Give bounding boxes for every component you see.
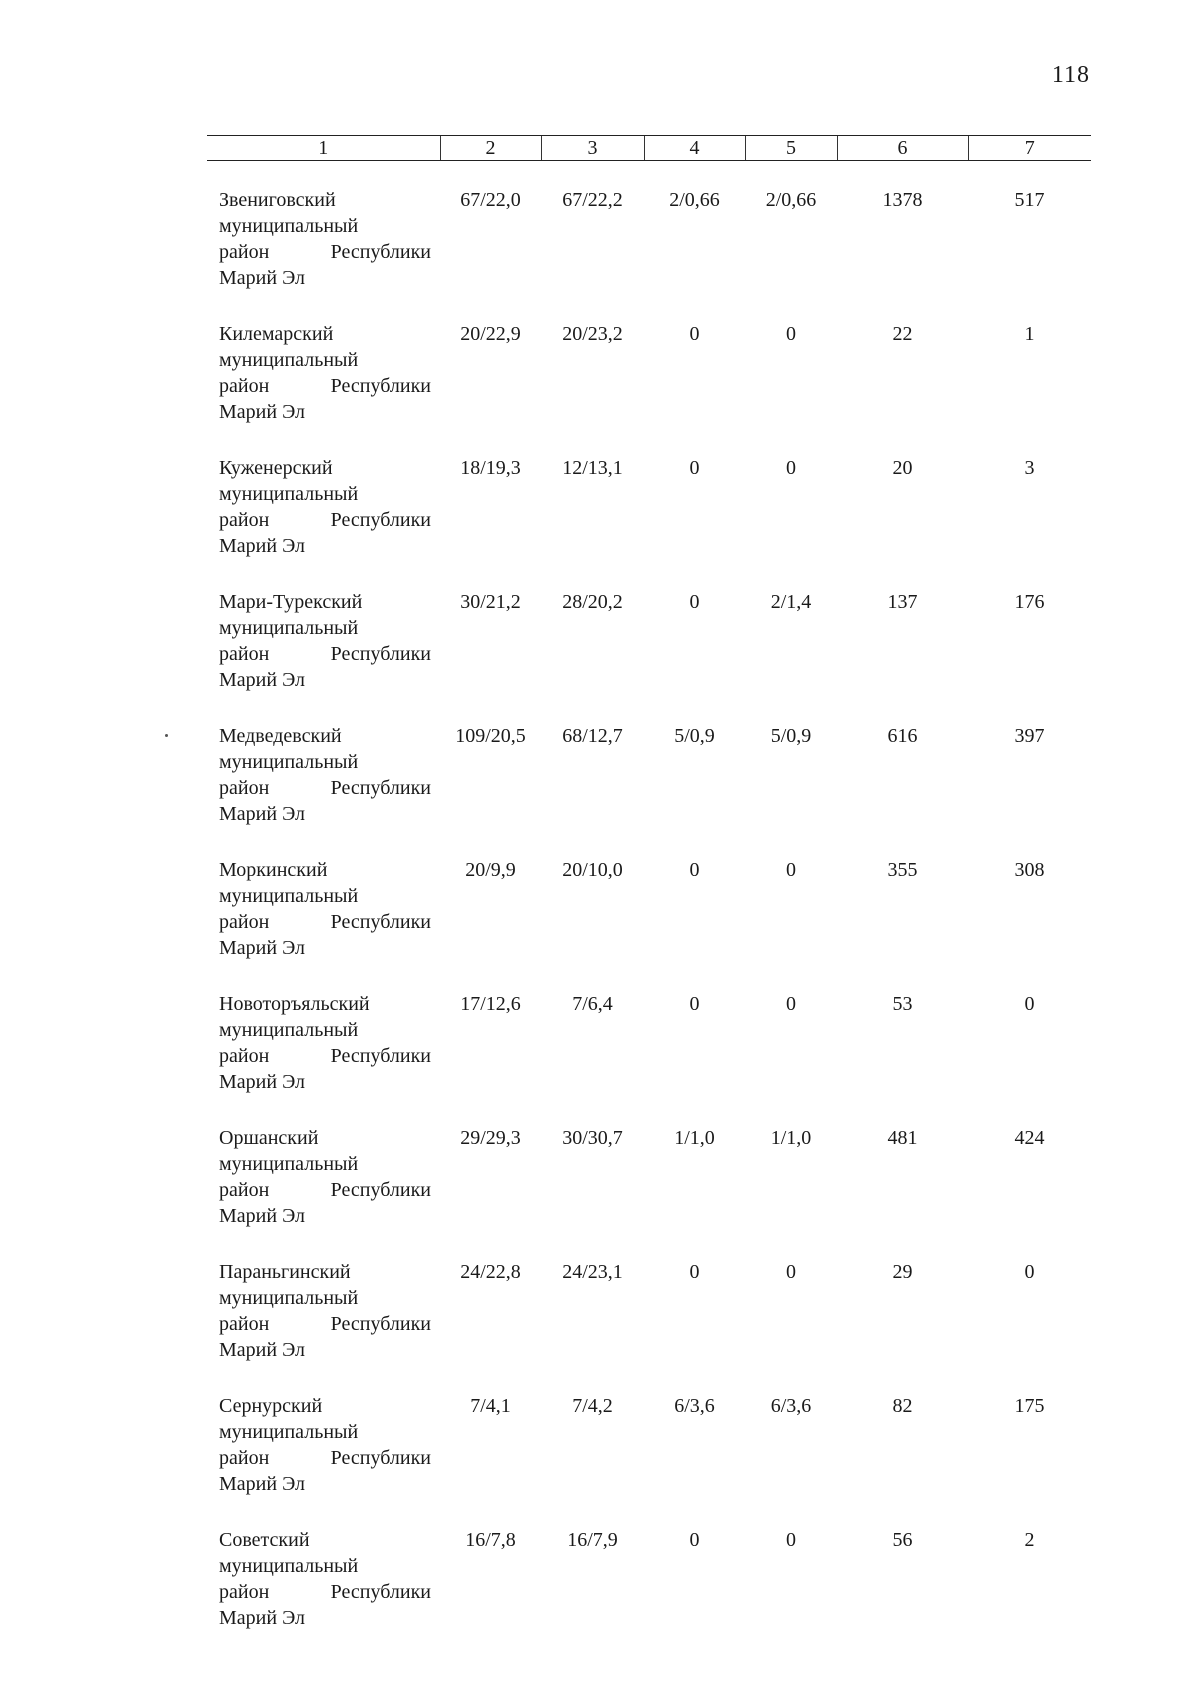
table-row	[207, 1229, 1091, 1363]
value-cell-c3: 28/20,2	[562, 591, 623, 613]
value-cell-c3: 12/13,1	[562, 457, 623, 479]
value-cell-c6: 82	[892, 1395, 913, 1417]
value-cell-c2: 20/22,9	[460, 323, 521, 345]
value-cell-c4: 6/3,6	[674, 1395, 715, 1417]
value-cell-c5: 0	[786, 859, 796, 881]
value-cell-c5: 6/3,6	[770, 1395, 812, 1417]
district-name-cell	[207, 291, 440, 425]
district-type-line: муниципальный	[219, 1019, 359, 1041]
value-cell-c3: 20/23,2	[562, 323, 623, 345]
value-cell-c3: 68/12,7	[562, 725, 623, 747]
district-region-line	[219, 1579, 431, 1605]
value-cell-c2: 17/12,6	[460, 993, 521, 1015]
district-type-line: муниципальный	[219, 751, 359, 773]
district-word-republic: Республики	[330, 1581, 431, 1603]
value-cell-c4: 5/0,9	[674, 725, 715, 747]
district-republic-name-line: Марий Эл	[219, 803, 305, 825]
header-cell-5: 5	[745, 136, 837, 161]
district-republic-name-line: Марий Эл	[219, 1607, 305, 1629]
value-cell-c7: 0	[1024, 1261, 1035, 1283]
value-cell-c5: 0	[786, 1261, 796, 1283]
district-word-republic: Республики	[330, 911, 431, 933]
district-word-republic: Республики	[330, 643, 431, 665]
value-cell-c7: 424	[1014, 1127, 1045, 1149]
value-cell-c3: 16/7,9	[567, 1529, 618, 1551]
value-cell-c6: 355	[887, 859, 918, 881]
page-number: 118	[1051, 62, 1090, 88]
value-cell-c2: 7/4,1	[470, 1395, 511, 1417]
district-word-republic: Республики	[330, 1045, 431, 1067]
value-cell-c4: 0	[689, 591, 700, 613]
header-cell-1: 1	[207, 136, 440, 161]
district-region-line	[219, 373, 431, 399]
district-name-line: Сернурский	[219, 1395, 323, 1417]
value-cell-c3: 67/22,2	[562, 189, 623, 211]
district-name-line: Советский	[219, 1529, 310, 1551]
district-word-rayon: район	[219, 1581, 270, 1603]
district-region-line	[219, 775, 431, 801]
district-region-line	[219, 507, 431, 533]
district-name-line: Звениговский	[219, 189, 336, 211]
district-republic-name-line: Марий Эл	[219, 937, 305, 959]
value-cell-c4: 0	[689, 993, 700, 1015]
table-row	[207, 693, 1091, 827]
header-cell-4: 4	[644, 136, 745, 161]
value-cell-c3: 7/6,4	[572, 993, 613, 1015]
value-cell-c6: 1378	[882, 189, 923, 211]
district-name-line: Параньгинский	[219, 1261, 351, 1283]
district-word-rayon: район	[219, 375, 270, 397]
value-cell-c3: 20/10,0	[562, 859, 623, 881]
district-word-republic: Республики	[330, 509, 431, 531]
value-cell-c4: 0	[689, 1261, 700, 1283]
district-word-rayon: район	[219, 643, 270, 665]
district-region-line	[219, 239, 431, 265]
value-cell-c7: 308	[1014, 859, 1045, 881]
value-cell-c5: 5/0,9	[770, 725, 812, 747]
data-table-container	[207, 135, 1091, 1631]
value-cell-c2: 16/7,8	[465, 1529, 516, 1551]
value-cell-c4: 2/0,66	[669, 189, 720, 211]
value-cell-c6: 137	[887, 591, 918, 613]
district-type-line: муниципальный	[219, 1287, 359, 1309]
header-row	[207, 136, 1091, 161]
value-cell-c4: 0	[689, 859, 700, 881]
header-cell-2: 2	[440, 136, 541, 161]
district-word-rayon: район	[219, 1447, 270, 1469]
value-cell-c4: 0	[689, 323, 700, 345]
district-region-line	[219, 1043, 431, 1069]
district-republic-name-line: Марий Эл	[219, 1071, 305, 1093]
data-table	[207, 135, 1091, 1631]
value-cell-c2: 18/19,3	[460, 457, 521, 479]
header-cell-7: 7	[968, 136, 1091, 161]
district-word-republic: Республики	[330, 1179, 431, 1201]
district-name-cell	[207, 827, 440, 961]
value-cell-c3: 7/4,2	[572, 1395, 613, 1417]
value-cell-c6: 22	[892, 323, 913, 345]
value-cell-c2: 30/21,2	[460, 591, 521, 613]
district-name-cell	[207, 1095, 440, 1229]
value-cell-c4: 0	[689, 1529, 700, 1551]
district-name-line: Килемарский	[219, 323, 334, 345]
value-cell-c6: 29	[892, 1261, 913, 1283]
district-word-republic: Республики	[330, 375, 431, 397]
district-republic-name-line: Марий Эл	[219, 669, 305, 691]
district-name-cell	[207, 161, 440, 292]
table-row	[207, 1095, 1091, 1229]
district-word-rayon: район	[219, 1313, 270, 1335]
district-word-republic: Республики	[330, 241, 431, 263]
district-region-line	[219, 641, 431, 667]
value-cell-c2: 24/22,8	[460, 1261, 521, 1283]
district-name-cell	[207, 693, 440, 827]
value-cell-c5: 0	[786, 323, 796, 345]
table-row	[207, 827, 1091, 961]
district-name-line: Оршанский	[219, 1127, 319, 1149]
district-name-line: Куженерский	[219, 457, 333, 479]
district-type-line: муниципальный	[219, 1421, 359, 1443]
value-cell-c6: 481	[887, 1127, 918, 1149]
district-type-line: муниципальный	[219, 215, 359, 237]
value-cell-c6: 616	[887, 725, 918, 747]
district-word-republic: Республики	[330, 777, 431, 799]
district-name-cell	[207, 961, 440, 1095]
value-cell-c4: 1/1,0	[674, 1127, 715, 1149]
district-word-rayon: район	[219, 241, 270, 263]
district-word-rayon: район	[219, 777, 270, 799]
district-republic-name-line: Марий Эл	[219, 401, 305, 423]
scan-speck	[165, 734, 168, 737]
district-name-cell	[207, 559, 440, 693]
district-type-line: муниципальный	[219, 885, 359, 907]
value-cell-c4: 0	[689, 457, 700, 479]
district-region-line	[219, 1311, 431, 1337]
value-cell-c6: 56	[892, 1529, 913, 1551]
district-name-cell	[207, 425, 440, 559]
value-cell-c5: 2/1,4	[770, 591, 812, 613]
district-republic-name-line: Марий Эл	[219, 267, 305, 289]
value-cell-c6: 53	[892, 993, 913, 1015]
value-cell-c7: 1	[1024, 323, 1035, 345]
table-row	[207, 161, 1091, 292]
value-cell-c7: 176	[1014, 591, 1045, 613]
value-cell-c7: 175	[1014, 1395, 1045, 1417]
table-body	[207, 161, 1091, 1632]
district-name-line: Медведевский	[219, 725, 342, 747]
value-cell-c7: 0	[1024, 993, 1035, 1015]
header-cell-3: 3	[541, 136, 644, 161]
header-cell-6: 6	[837, 136, 968, 161]
table-header	[207, 136, 1091, 161]
value-cell-c5: 2/0,66	[765, 189, 817, 211]
district-type-line: муниципальный	[219, 1555, 359, 1577]
value-cell-c3: 30/30,7	[562, 1127, 623, 1149]
value-cell-c2: 109/20,5	[455, 725, 526, 747]
district-word-republic: Республики	[330, 1313, 431, 1335]
district-word-rayon: район	[219, 1179, 270, 1201]
district-type-line: муниципальный	[219, 349, 359, 371]
value-cell-c3: 24/23,1	[562, 1261, 623, 1283]
value-cell-c7: 2	[1024, 1529, 1035, 1551]
district-type-line: муниципальный	[219, 617, 359, 639]
district-republic-name-line: Марий Эл	[219, 1473, 305, 1495]
table-row	[207, 291, 1091, 425]
value-cell-c2: 20/9,9	[465, 859, 516, 881]
district-type-line: муниципальный	[219, 483, 359, 505]
district-word-republic: Республики	[330, 1447, 431, 1469]
district-name-line: Мари-Турекский	[219, 591, 363, 613]
district-name-cell	[207, 1497, 440, 1631]
value-cell-c6: 20	[892, 457, 913, 479]
value-cell-c2: 29/29,3	[460, 1127, 521, 1149]
value-cell-c5: 0	[786, 993, 796, 1015]
district-republic-name-line: Марий Эл	[219, 535, 305, 557]
district-word-rayon: район	[219, 1045, 270, 1067]
district-name-cell	[207, 1229, 440, 1363]
value-cell-c2: 67/22,0	[460, 189, 521, 211]
district-name-line: Новоторъяльский	[219, 993, 370, 1015]
district-word-rayon: район	[219, 911, 270, 933]
value-cell-c5: 1/1,0	[770, 1127, 812, 1149]
district-republic-name-line: Марий Эл	[219, 1339, 305, 1361]
table-row	[207, 961, 1091, 1095]
district-region-line	[219, 1177, 431, 1203]
district-name-cell	[207, 1363, 440, 1497]
value-cell-c7: 517	[1014, 189, 1045, 211]
district-region-line	[219, 1445, 431, 1471]
district-name-line: Моркинский	[219, 859, 328, 881]
value-cell-c5: 0	[786, 457, 796, 479]
district-region-line	[219, 909, 431, 935]
district-type-line: муниципальный	[219, 1153, 359, 1175]
district-word-rayon: район	[219, 509, 270, 531]
district-republic-name-line: Марий Эл	[219, 1205, 305, 1227]
table-row	[207, 1363, 1091, 1497]
value-cell-c7: 397	[1014, 725, 1045, 747]
value-cell-c5: 0	[786, 1529, 796, 1551]
table-row	[207, 1497, 1091, 1631]
table-row	[207, 559, 1091, 693]
table-row	[207, 425, 1091, 559]
value-cell-c7: 3	[1024, 457, 1035, 479]
